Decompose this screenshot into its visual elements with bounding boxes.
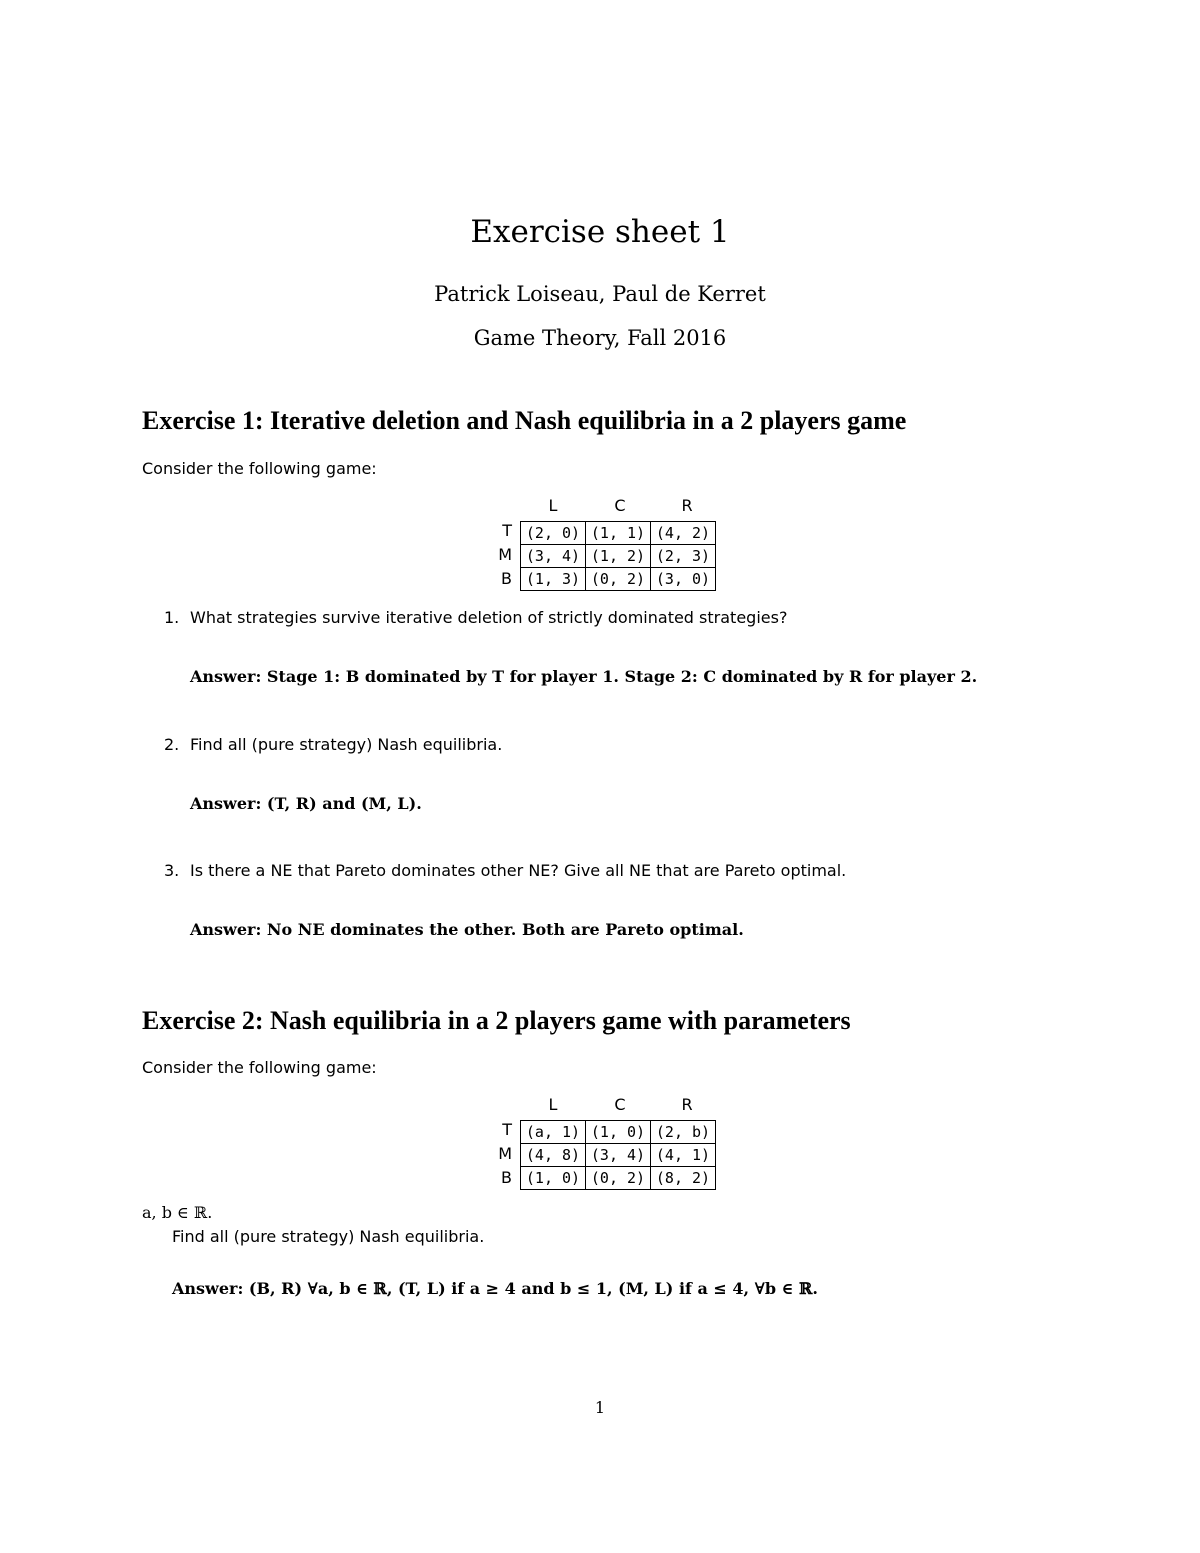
course-info: Game Theory, Fall 2016	[473, 326, 727, 350]
payoff-cell: (3, 4)	[586, 1144, 651, 1167]
matrix-row	[521, 522, 716, 545]
payoff-cell: (2, b)	[651, 1121, 716, 1144]
payoff-cell: (a, 1)	[521, 1121, 586, 1144]
col-header-c: C	[614, 496, 626, 515]
matrix-row	[521, 1121, 716, 1144]
question-3-answer: Answer: No NE dominates the other. Both are Pareto optimal.	[190, 920, 744, 939]
question-2-text: Find all (pure strategy) Nash equilibria.	[190, 735, 503, 754]
matrix-row	[521, 568, 716, 591]
payoff-cell: (0, 2)	[586, 1167, 651, 1190]
payoff-cell: (1, 0)	[586, 1121, 651, 1144]
question-number: 2.	[164, 735, 180, 754]
page-title: Exercise sheet 1	[470, 214, 730, 250]
row-header-m: M	[498, 1144, 512, 1163]
payoff-cell: (1, 0)	[521, 1167, 586, 1190]
question-2-answer: Answer: (T, R) and (M, L).	[190, 794, 422, 813]
exercise-1-intro: Consider the following game:	[142, 459, 377, 478]
question-3-text: Is there a NE that Pareto dominates other NE? Give all NE that are Pareto optimal.	[190, 861, 847, 880]
exercise-2-heading: Exercise 2: Nash equilibria in a 2 players game with parameters	[142, 1006, 851, 1035]
question-1-answer: Answer: Stage 1: B dominated by T for player 1. Stage 2: C dominated by R for player 2.	[190, 667, 978, 686]
payoff-cell: (0, 2)	[586, 568, 651, 591]
exercise-1-payoff-matrix	[492, 496, 732, 596]
payoff-cell: (3, 4)	[521, 545, 586, 568]
col-header-r: R	[681, 496, 693, 515]
row-header-m: M	[498, 545, 512, 564]
col-header-l: L	[548, 496, 558, 515]
payoff-cell: (4, 1)	[651, 1144, 716, 1167]
col-header-l: L	[548, 1095, 558, 1114]
row-header-b: B	[501, 569, 512, 588]
payoff-cell: (8, 2)	[651, 1167, 716, 1190]
payoff-cell: (3, 0)	[651, 568, 716, 591]
parameter-condition: a, b ∈ ℝ.	[142, 1203, 213, 1222]
payoff-cell: (2, 0)	[521, 522, 586, 545]
question-number: 3.	[164, 861, 180, 880]
exercise-2-question: Find all (pure strategy) Nash equilibria.	[172, 1227, 485, 1246]
question-1-text: What strategies survive iterative deletion of strictly dominated strategies?	[190, 608, 788, 627]
exercise-2-payoff-matrix	[492, 1095, 732, 1195]
col-header-r: R	[681, 1095, 693, 1114]
payoff-cell: (2, 3)	[651, 545, 716, 568]
page-number: 1	[594, 1398, 606, 1417]
exercise-2-answer: Answer: (B, R) ∀a, b ∈ ℝ, (T, L) if a ≥ 4 and b ≤ 1, (M, L) if a ≤ 4, ∀b ∈ ℝ.	[172, 1279, 818, 1298]
matrix-row	[521, 1144, 716, 1167]
exercise-1-heading: Exercise 1: Iterative deletion and Nash equilibria in a 2 players game	[142, 406, 907, 435]
payoff-cell: (1, 3)	[521, 568, 586, 591]
payoff-grid	[520, 521, 716, 591]
row-header-t: T	[502, 521, 512, 540]
matrix-row	[521, 545, 716, 568]
payoff-cell: (4, 2)	[651, 522, 716, 545]
payoff-cell: (1, 1)	[586, 522, 651, 545]
row-header-b: B	[501, 1168, 512, 1187]
row-header-t: T	[502, 1120, 512, 1139]
payoff-cell: (1, 2)	[586, 545, 651, 568]
exercise-2-intro: Consider the following game:	[142, 1058, 377, 1077]
payoff-grid	[520, 1120, 716, 1190]
question-number: 1.	[164, 608, 180, 627]
matrix-row	[521, 1167, 716, 1190]
payoff-cell: (4, 8)	[521, 1144, 586, 1167]
col-header-c: C	[614, 1095, 626, 1114]
authors: Patrick Loiseau, Paul de Kerret	[434, 282, 766, 306]
